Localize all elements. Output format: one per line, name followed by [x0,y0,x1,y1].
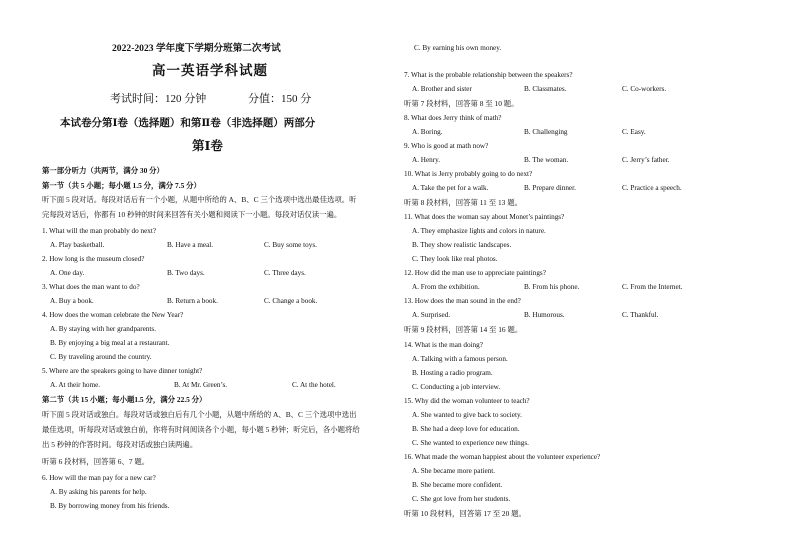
q6-option-b: B. By borrowing money from his friends. [50,502,170,510]
q7-option-b: B. Classmates. [524,85,567,93]
q14-option-a: A. Talking with a famous person. [412,355,508,363]
q4-option-b: B. By enjoying a big meal at a restaurant. [50,339,170,347]
q15-option-a: A. She wanted to give back to society. [412,411,522,419]
q16-option-a: A. She became more patient. [412,467,496,475]
listen-6-note: 听第 6 段材料，回答第 6、7 题。 [42,457,150,466]
q9-option-c: C. Jerry’s father. [622,156,670,164]
q5-option-b: B. At Mr. Green’s. [174,381,228,389]
q7-option-a: A. Brother and sister [412,85,472,93]
q10-option-a: A. Take the pet for a walk. [412,184,489,192]
question-10: 10. What is Jerry probably going to do next? [404,170,533,178]
q8-option-a: A. Boring. [412,128,443,136]
q12-option-a: A. From the exhibition. [412,283,480,291]
question-15: 15. Why did the woman volunteer to teach? [404,397,530,405]
q15-option-c: C. She wanted to experience new things. [412,439,529,447]
q14-option-c: C. Conducting a job interview. [412,383,501,391]
question-2: 2. How long is the museum closed? [42,255,145,263]
q13-option-a: A. Surprised. [412,311,451,319]
question-6: 6. How will the man pay for a new car? [42,474,156,482]
q1-option-a: A. Play basketball. [50,241,105,249]
question-7: 7. What is the probable relationship between the speakers? [404,71,573,79]
question-8: 8. What does Jerry think of math? [404,114,502,122]
score-label: 分值：150 分 [248,93,312,105]
exam-title: 2022-2023 学年度下学期分班第二次考试 [112,43,281,54]
q10-option-c: C. Practice a speech. [622,184,682,192]
question-3: 3. What does the man want to do? [42,283,140,291]
q13-option-b: B. Humorous. [524,311,565,319]
section1-heading: 第一节（共 5 小题；每小题 1.5 分，满分 7.5 分） [42,181,201,190]
q16-option-c: C. She got love from her students. [412,495,511,503]
section2-heading: 第二节（共 15 小题；每小题1.5 分，满分 22.5 分） [42,395,207,404]
q3-option-a: A. Buy a book. [50,297,94,305]
q14-option-b: B. Hosting a radio program. [412,369,493,377]
q12-option-b: B. From his phone. [524,283,580,291]
q11-option-a: A. They emphasize lights and colors in nature. [412,227,546,235]
q11-option-b: B. They show realistic landscapes. [412,241,512,249]
q4-option-c: C. By traveling around the country. [50,353,152,361]
q4-option-a: A. By staying with her grandparents. [50,325,156,333]
part1-heading: 第一部分听力（共两节，满分 30 分） [42,166,164,175]
volume-title: 第Ⅰ卷 [192,139,223,153]
subject-title: 高一英语学科试题 [152,63,268,78]
section2-instructions-3: 出 5 秒钟的作答时间。每段对话或独白读两遍。 [42,440,198,449]
q15-option-b: B. She had a deep love for education. [412,425,520,433]
section2-instructions-2: 最佳选项，听每段对话或独白前，你将有时间阅读各个小题，每小题 5 秒钟；听完后，各小题将给 [42,425,360,434]
q8-option-c: C. Easy. [622,128,646,136]
question-14: 14. What is the man doing? [404,341,483,349]
q2-option-a: A. One day. [50,269,85,277]
q9-option-b: B. The woman. [524,156,569,164]
question-4: 4. How does the woman celebrate the New Year? [42,311,184,319]
time-label: 考试时间：120 分钟 [110,93,207,105]
q9-option-a: A. Henry. [412,156,441,164]
question-11: 11. What does the woman say about Monet’s paintings? [404,213,565,221]
listen-8-note: 听第 8 段材料，回答第 11 至 13 题。 [404,198,522,207]
q6-option-c: C. By earning his own money. [414,44,502,52]
q3-option-c: C. Change a book. [264,297,318,305]
section1-instructions-2: 完每段对话后，你都有 10 秒钟的时间来回答有关小题和阅读下一小题。每段对话仅读一遍。 [42,210,342,219]
listen-7-note: 听第 7 段材料，回答第 8 至 10 题。 [404,99,519,108]
question-16: 16. What made the woman happiest about the volunteer experience? [404,453,601,461]
q3-option-b: B. Return a book. [167,297,218,305]
q13-option-c: C. Thankful. [622,311,659,319]
question-12: 12. How did the man use to appreciate paintings? [404,269,546,277]
listen-9-note: 听第 9 段材料，回答第 14 至 16 题。 [404,325,523,334]
question-13: 13. How does the man sound in the end? [404,297,521,305]
q2-option-c: C. Three days. [264,269,306,277]
q5-option-c: C. At the hotel. [292,381,336,389]
section1-instructions-1: 听下面 5 段对话。每段对话后有一个小题，从题中所给的 A、B、C 三个选项中选出最佳选项。听 [42,195,357,204]
q11-option-c: C. They look like real photos. [412,255,498,263]
section2-instructions-1: 听下面 5 段对话或独白。每段对话或独白后有几个小题，从题中所给的 A、B、C 三个选项中选出 [42,410,357,419]
question-1: 1. What will the man probably do next? [42,227,157,235]
q10-option-b: B. Prepare dinner. [524,184,576,192]
q5-option-a: A. At their home. [50,381,101,389]
listen-10-note: 听第 10 段材料，回答第 17 至 20 题。 [404,509,526,518]
q12-option-c: C. From the Internet. [622,283,683,291]
q1-option-c: C. Buy some toys. [264,241,317,249]
q1-option-b: B. Have a meal. [167,241,214,249]
structure-note: 本试卷分第Ⅰ卷（选择题）和第Ⅱ卷（非选择题）两部分 [60,118,316,129]
q8-option-b: B. Challenging [524,128,568,136]
question-5: 5. Where are the speakers going to have dinner tonight? [42,367,203,375]
q2-option-b: B. Two days. [167,269,205,277]
q16-option-b: B. She became more confident. [412,481,503,489]
question-9: 9. Who is good at math now? [404,142,489,150]
q6-option-a: A. By asking his parents for help. [50,488,147,496]
q7-option-c: C. Co-workers. [622,85,667,93]
